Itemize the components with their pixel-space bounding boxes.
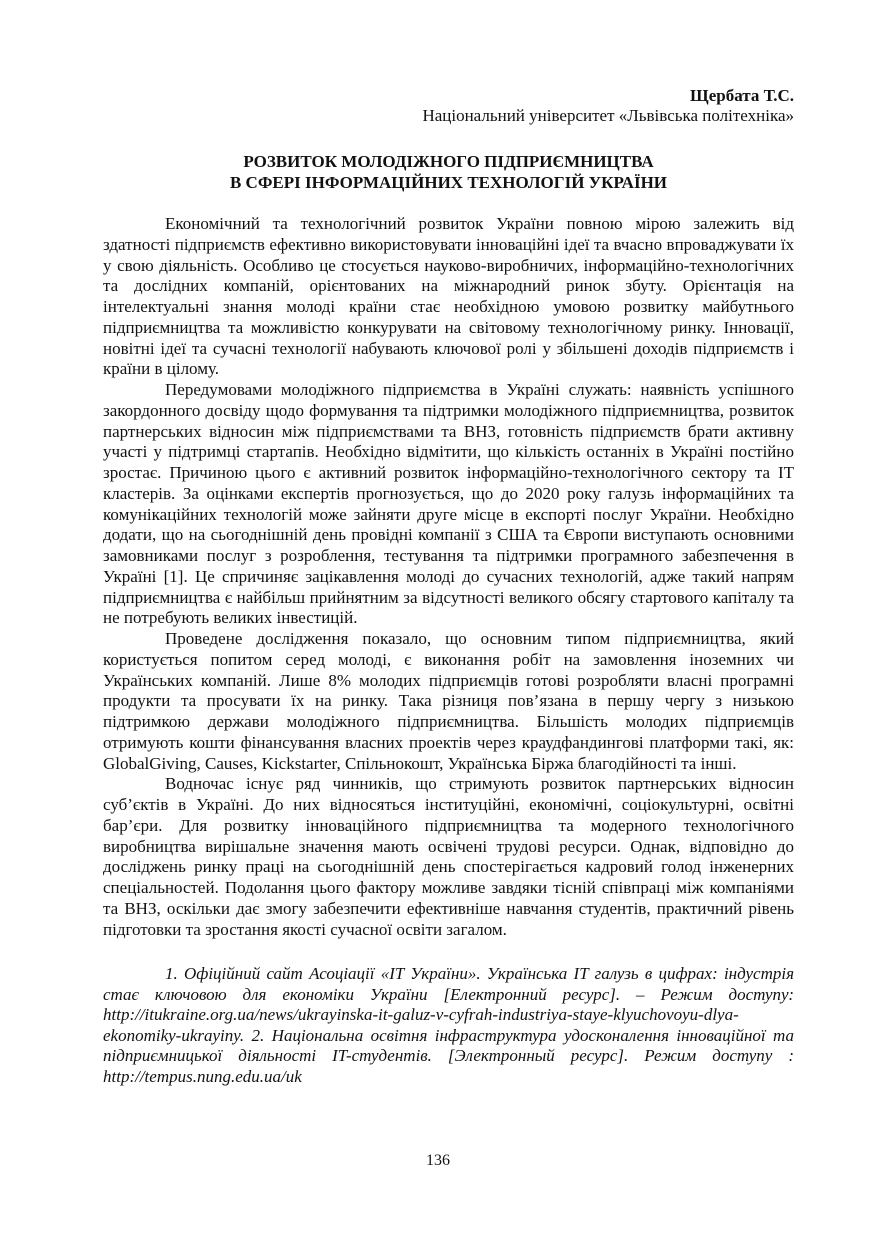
- page-number: 136: [426, 1152, 450, 1169]
- body-paragraph-3: Проведене дослідження показало, що основним типом підприємництва, який користується попитом серед молоді, є виконання робіт на замовлення іноземних чи Українських компаній. Лише 8% молодих підприємців готові розробляти власні програмні продукти та просувати їх на ринку. Така різниця пов’язана в першу чергу з низькою підтримкою держави молодіжного підприємництва. Більшість молодих підприємців отримують кошти фінансування власних проектів через краудфандингові платформи такі, як: GlobalGiving, Causes, Kickstarter, Спільнокошт, Українська Біржа благодійності та інші.: [103, 629, 794, 773]
- author-affiliation: Національний університет «Львівська політехніка»: [422, 106, 794, 125]
- document-page: [103, 80, 794, 1087]
- title-line-1: РОЗВИТОК МОЛОДІЖНОГО ПІДПРИЄМНИЦТВА: [243, 152, 654, 171]
- body-paragraph-1: Економічний та технологічний розвиток України повною мірою залежить від здатності підприємств ефективно використовувати інноваційні ідеї та вчасно впроваджувати їх у свою діяльність. Особливо це стосується науково-виробничих, інформаційно-технологічних та дослідних компаній, орієнтованих на міжнародний ринок збуту. Орієнтація на інтелектуальні знання молоді країни стає необхідною умовою розвитку майбутнього підприємництва та можливістю конкурувати на світовому технологічному ринку. Інновації, новітні ідеї та сучасні технології набувають ключової ролі у збільшені доходів підприємств і країни в цілому.: [103, 214, 794, 379]
- title-line-2: В СФЕРІ ІНФОРМАЦІЙНИХ ТЕХНОЛОГІЙ УКРАЇНИ: [229, 173, 668, 192]
- author-block: [103, 86, 794, 126]
- body-paragraph-4: Водночас існує ряд чинників, що стримують розвиток партнерських відносин суб’єктів в Україні. До них відносяться інституційні, економічні, соціокультурні, освітні бар’єри. Для розвитку інноваційного підприємництва та модерного технологічного виробництва вирішальне значення мають освічені трудові ресурси. Однак, відповідно до досліджень ринку праці на сьогоднішній день спостерігається кадровий голод інженерних спеціальностей. Подолання цього фактору можливе завдяки тісній співпраці між компаніями та ВНЗ, оскільки дає змогу забезпечити ефективніше навчання студентів, практичний рівень підготовки та зростання якості сучасної освіти загалом.: [103, 774, 794, 939]
- article-title: [103, 151, 794, 193]
- author-name: Щербата Т.С.: [690, 86, 794, 105]
- article-body: [103, 214, 794, 940]
- body-paragraph-2: Передумовами молодіжного підприємства в Україні служать: наявність успішного закордонного досвіду щодо формування та підтримки молодіжного підприємництва, розвиток партнерських відносин між підприємствами та ВНЗ, готовність підприємств брати активну участі у підтримці стартапів. Необхідно відмітити, що кількість останніх в Україні постійно зростає. Причиною цього є активний розвиток інформаційно-технологічного сектору та ІТ кластерів. За оцінками експертів прогнозується, що до 2020 року галузь інформаційних та комунікаційних технологій може зайняти друге місце в експорті послуг України. Необхідно додати, що на сьогоднішній день провідні компанії з США та Європи виступають основними замовниками послуг з розроблення, тестування та підтримки програмного забезпечення в Україні [1]. Це спричиняє зацікавлення молоді до сучасних технологій, адже такий напрям підприємництва є найбільш прийнятним за відсутності великого обсягу стартового капіталу та не потребують великих інвестицій.: [103, 380, 794, 628]
- references: 1. Офіційний сайт Асоціації «IT України». Українська IT галузь в цифрах: індустрія стає ключовою для економіки України [Електронний ресурс]. – Режим доступу: http://itukraine.org.ua/news/ukrayinska-it-galuz-v-cyfrah-industriya-staye-klyuchovoyu-dlya-ekonomiky-ukrayiny. 2. Національна освітня інфраструктура удосконалення інноваційної та підприємницької діяльності IT-студентів. [Электронный ресурс]. Режим доступу : http://tempus.nung.edu.ua/uk: [103, 964, 794, 1086]
